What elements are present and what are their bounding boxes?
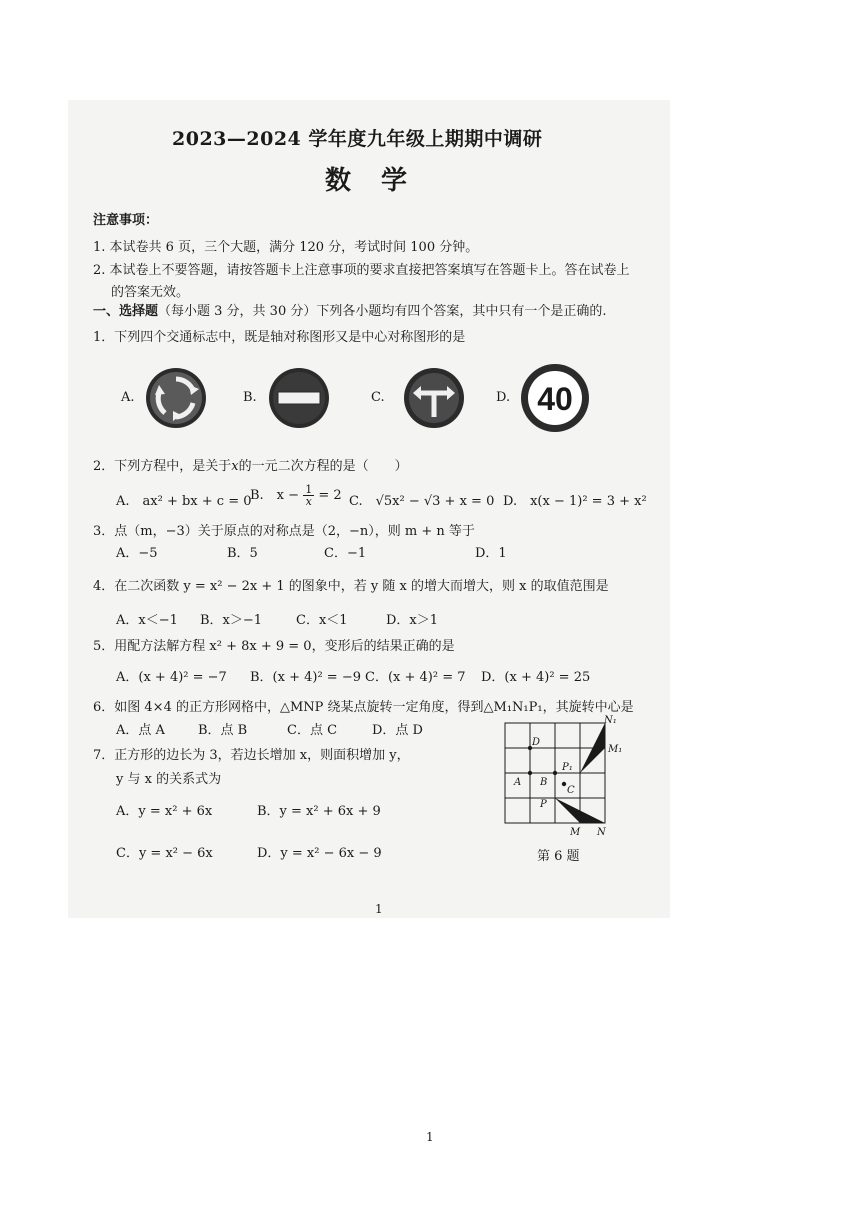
q6-figure-caption: 第 6 题	[537, 849, 580, 864]
q5-stem: 5．用配方法解方程 x² + 8x + 9 = 0，变形后的结果正确的是	[93, 639, 455, 654]
q2-stem-var: x	[231, 459, 239, 474]
q3-stem: 3．点（m，−3）关于原点的对称点是（2，−n），则 m + n 等于	[93, 524, 475, 539]
q2-option-b-head: B. x −	[250, 488, 304, 503]
q4-option-a: A．x＜−1	[116, 613, 178, 628]
q1-option-c-label: C.	[371, 390, 385, 405]
scan-page-number: 1	[375, 902, 383, 916]
q2-option-d: D. x(x − 1)² = 3 + x²	[503, 494, 647, 509]
label-p: P	[540, 799, 547, 810]
notice-heading: 注意事项：	[93, 213, 159, 228]
section-1-instructions: （每小题 3 分，共 30 分）下列各小题均有四个答案，其中只有一个是正确的.	[158, 304, 607, 319]
q5-option-a: A．(x + 4)² = −7	[116, 670, 227, 685]
q2-option-a: A. ax² + bx + c = 0	[116, 494, 252, 509]
q4-option-d: D．x＞1	[386, 613, 439, 628]
q7-option-c: C．y = x² − 6x	[116, 846, 213, 861]
q3-option-d: D．1	[475, 546, 507, 561]
notice-item-2: 2. 本试卷上不要答题，请按答题卡上注意事项的要求直接把答案填写在答题卡上。答在试卷上	[93, 263, 630, 278]
label-p1: P₁	[562, 762, 573, 773]
section-1-title: 一、选择题	[93, 304, 159, 319]
q7-stem-line-2: y 与 x 的关系式为	[116, 772, 222, 787]
q1-option-d-label: D.	[496, 390, 511, 405]
label-n1: N₁	[604, 715, 617, 726]
label-b: B	[540, 777, 548, 788]
label-d: D	[532, 737, 541, 748]
q3-option-c: C．−1	[324, 546, 367, 561]
q6-grid-figure	[500, 715, 630, 840]
q7-option-a: A．y = x² + 6x	[116, 804, 213, 819]
q7-option-b: B．y = x² + 6x + 9	[257, 804, 381, 819]
exam-title: 2023—2024 学年度九年级上期期中调研	[172, 128, 543, 150]
label-m1: M₁	[608, 744, 623, 755]
q2-option-c: C. √5x² − √3 + x = 0	[349, 494, 495, 509]
q1-stem: 1．下列四个交通标志中，既是轴对称图形又是中心对称图形的是	[93, 330, 466, 345]
q7-option-d: D．y = x² − 6x − 9	[257, 846, 382, 861]
q2-option-b-tail: = 2	[314, 488, 342, 503]
q3-option-b: B．5	[227, 546, 258, 561]
turn-left-right-sign-icon	[403, 367, 465, 429]
q2-stem	[93, 455, 408, 474]
notice-item-1: 1. 本试卷共 6 页，三个大题，满分 120 分，考试时间 100 分钟。	[93, 240, 479, 255]
q1-option-b-label: B.	[243, 390, 257, 405]
q6-option-c: C．点 C	[287, 723, 338, 738]
no-entry-sign-icon	[268, 367, 330, 429]
exam-subject: 数学	[325, 166, 438, 196]
q6-option-a: A．点 A	[116, 723, 165, 738]
q6-stem: 6．如图 4×4 的正方形网格中，△MNP 绕某点旋转一定角度，得到△M₁N₁P₁，其旋转中心是	[93, 700, 634, 715]
label-a: A	[514, 777, 522, 788]
speed-limit-sign-icon	[520, 363, 590, 433]
section-1-heading	[93, 300, 607, 319]
q2-fraction-numerator: 1	[305, 483, 313, 496]
q2-fraction-denominator: x	[305, 495, 312, 508]
q4-stem: 4．在二次函数 y = x² − 2x + 1 的图象中，若 y 随 x 的增大而增大，则 x 的取值范围是	[93, 579, 609, 594]
q6-option-b: B．点 B	[198, 723, 248, 738]
label-n: N	[597, 827, 606, 838]
q4-option-b: B．x＞−1	[200, 613, 263, 628]
q2-stem-pre: 2．下列方程中，是关于	[93, 459, 232, 474]
q3-option-a: A．−5	[116, 546, 158, 561]
q4-option-c: C．x＜1	[296, 613, 348, 628]
notice-item-2-cont: 的答案无效。	[111, 285, 190, 300]
q5-option-d: D．(x + 4)² = 25	[481, 670, 591, 685]
label-m: M	[570, 827, 581, 838]
q1-option-a-label: A.	[121, 390, 135, 405]
q5-option-c: C．(x + 4)² = 7	[365, 670, 466, 685]
q2-stem-post: 的一元二次方程的是（ ）	[238, 459, 408, 474]
q6-option-d: D．点 D	[372, 723, 423, 738]
label-c: C	[567, 785, 575, 796]
q5-option-b: B．(x + 4)² = −9	[250, 670, 361, 685]
speed-limit-value: 40	[537, 381, 573, 417]
q2-option-b	[250, 484, 342, 507]
roundabout-sign-icon	[145, 367, 207, 429]
q2-option-b-fraction	[303, 484, 314, 507]
q7-stem-line-1: 7．正方形的边长为 3，若边长增加 x，则面积增加 y，	[93, 748, 410, 763]
page-number: 1	[426, 1130, 434, 1144]
